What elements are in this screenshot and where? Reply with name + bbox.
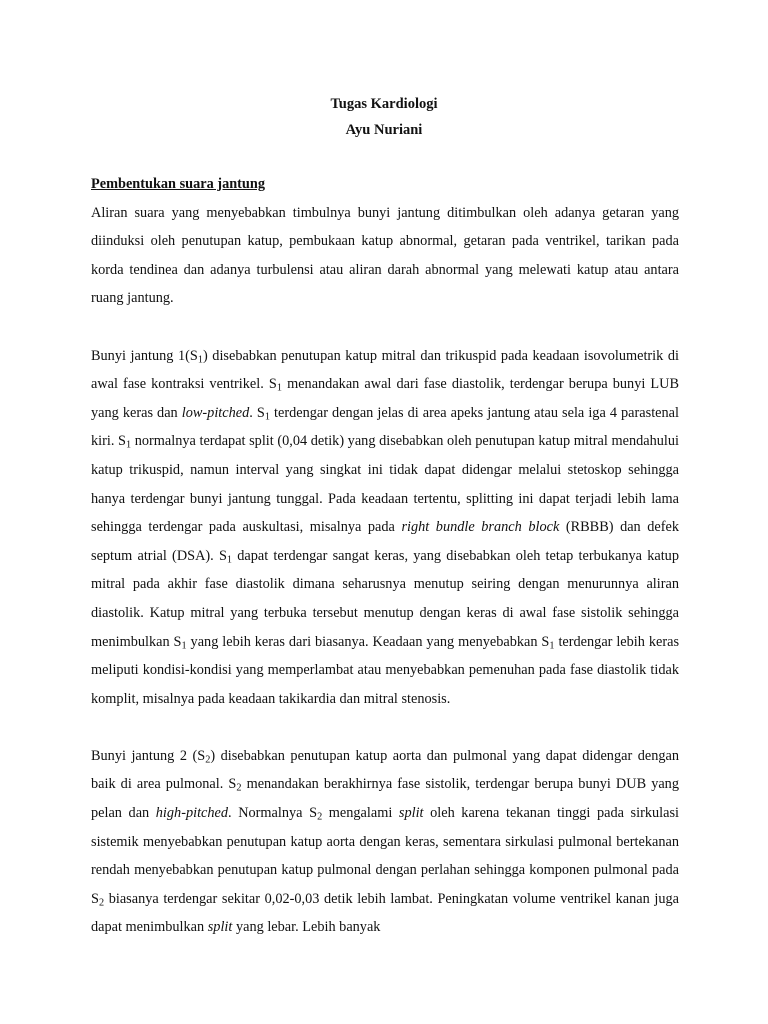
subscript-text: 1 bbox=[276, 382, 282, 394]
text-run: menandakan berakhirnya fase sistolik, terdengar berupa bunyi DUB yang pelan dan bbox=[91, 776, 679, 822]
text-run: Bunyi jantung 2 (S bbox=[91, 747, 206, 764]
text-run: oleh karena tekanan tinggi pada sirkulasi sistemik menyebabkan penutupan katup aorta dengan keras, sementara sirkulasi pulmonal bertekanan rendah menyebabkan penutupan katup pulmonal dengan perlahan sehingga komponen pulmonal pada S bbox=[91, 805, 679, 907]
text-run: dapat terdengar sangat keras, yang disebabkan oleh tetap terbukanya katup mitral pada akhir fase diastolik dimana seharusnya menutup seiring dengan menurunnya aliran diastolik. Katup mitral yang terbuka tersebut menutup dengan keras di awal fase sistolik sehingga menimbulkan S bbox=[91, 547, 679, 650]
document-title: Tugas Kardiologi bbox=[330, 96, 438, 112]
document-body bbox=[91, 170, 679, 942]
italic-text: right bundle branch block bbox=[401, 519, 560, 536]
title-block bbox=[0, 91, 768, 143]
italic-text: low-pitched bbox=[181, 404, 250, 421]
paragraph bbox=[91, 342, 679, 714]
subscript-text: 1 bbox=[549, 639, 555, 651]
text-run: ) disebabkan penutupan katup mitral dan trikuspid pada keadaan isovolumetrik di awal fase kontraksi ventrikel. S bbox=[91, 347, 679, 393]
subscript-text: 1 bbox=[181, 639, 187, 651]
subscript-text: 2 bbox=[317, 811, 323, 823]
subscript-text: 1 bbox=[125, 439, 132, 451]
subscript-text: 1 bbox=[197, 353, 203, 365]
text-run: biasanya terdengar sekitar 0,02-0,03 detik lebih lambat. Peningkatan volume ventrikel kanan juga dapat menimbulkan bbox=[91, 890, 679, 936]
text-run: yang lebar. Lebih banyak bbox=[232, 919, 381, 936]
text-run: terdengar dengan jelas di area apeks jantung atau sela iga 4 parastenal kiri. S bbox=[91, 404, 679, 450]
paragraph bbox=[91, 742, 679, 942]
text-run: terdengar lebih keras meliputi kondisi-kondisi yang memperlambat atau menyebabkan pemenuhan pada fase diastolik tidak komplit, misalnya pada keadaan takikardia dan mitral stenosis. bbox=[91, 633, 680, 707]
subscript-text: 2 bbox=[98, 897, 105, 909]
text-run: Bunyi jantung 1(S bbox=[91, 347, 198, 364]
text-run: . S bbox=[249, 404, 265, 421]
text-run: Aliran suara yang menyebabkan timbulnya bunyi jantung ditimbulkan oleh adanya getaran yang diinduksi oleh penutupan katup, pembukaan katup abnormal, getaran pada ventrikel, tarikan pada korda tendinea dan adanya turbulensi atau aliran darah abnormal yang melewati katup atau antara ruang jantung. bbox=[91, 204, 679, 307]
text-run: . Normalnya S bbox=[228, 805, 318, 822]
italic-text: split bbox=[398, 805, 424, 822]
paragraph bbox=[91, 199, 679, 313]
subscript-text: 1 bbox=[264, 411, 270, 422]
subscript-text: 1 bbox=[226, 553, 233, 565]
italic-text: split bbox=[207, 919, 233, 936]
author-name: Ayu Nuriani bbox=[345, 122, 423, 138]
text-run: (RBBB) dan defek septum atrial (DSA). S bbox=[91, 519, 680, 564]
subscript-text: 2 bbox=[205, 754, 211, 766]
text-run: mengalami bbox=[322, 805, 399, 822]
text-run: yang lebih keras dari biasanya. Keadaan yang menyebabkan S bbox=[186, 633, 550, 650]
text-run: ) disebabkan penutupan katup aorta dan pulmonal yang dapat didengar dengan baik di area pulmonal. S bbox=[91, 747, 679, 793]
text-run: menandakan awal dari fase diastolik, terdengar berupa bunyi LUB yang keras dan bbox=[91, 376, 679, 421]
text-run: normalnya terdapat split (0,04 detik) yang disebabkan oleh penutupan katup mitral mendahului katup trikuspid, namun interval yang singkat ini tidak dapat didengar melalui stetoskop sehingga hanya terdengar bunyi jantung tunggal. Pada keadaan tertentu, splitting ini dapat terjadi lebih lama sehingga terdengar pada auskultasi, misalnya pada bbox=[91, 433, 679, 536]
subscript-text: 2 bbox=[236, 782, 242, 794]
italic-text: high-pitched bbox=[155, 805, 229, 822]
section-heading: Pembentukan suara jantung bbox=[91, 176, 265, 192]
